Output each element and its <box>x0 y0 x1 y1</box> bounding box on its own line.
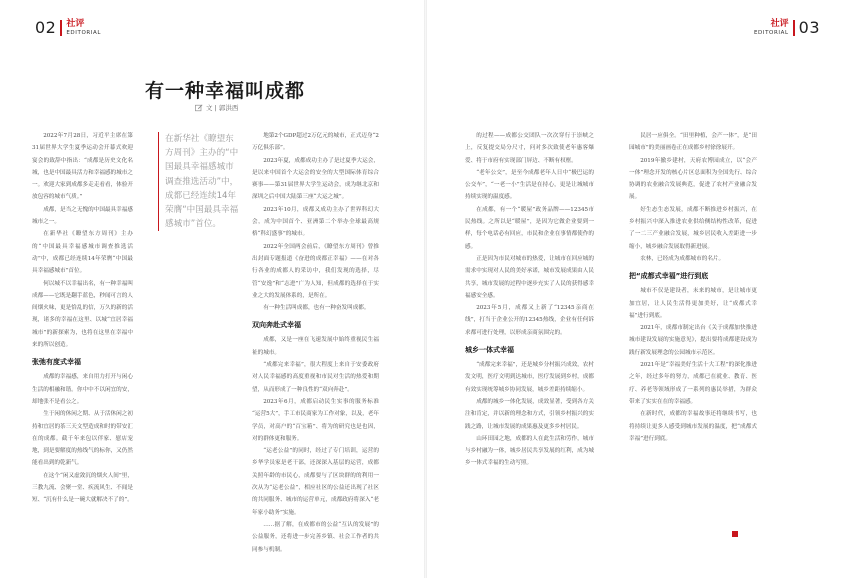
paragraph: 2023年5月，成都又上新了“12345亲商在线”，打当于企业公开的12345热线，企业有任何诉求都可进行处理，以形成亲商氛围完的。 <box>465 305 594 336</box>
paragraph: 成都的幸福感，来自用力打开与闲心生活的相融和谐。你中中不以闲宜的安，却地张不是看公之。 <box>32 374 133 405</box>
header-divider <box>60 20 62 36</box>
paragraph: 2023年10月，成都又成功主办了世界科幻大会，成为中国首个、亚洲第二个举办全球最高规格“科幻盛事”的城市。 <box>252 206 379 238</box>
paragraph: 生于闲的休闲之期、从于活休闲之初持和宜居的茶三天文型造成和时的带安汇在的成都。截千年来包以伴家、慰店宠地，到是要解度的热线气的标你，又仍然能看出到的乾新气。 <box>32 411 133 467</box>
article-column-1 <box>32 130 133 560</box>
right-page-number: 03 <box>798 18 820 37</box>
paragraph: 民居一应俱全。“田里种植，会产一体”，是“田园城市”的美丽画卷正在成都乡村徐徐展开。 <box>629 133 757 152</box>
header-divider <box>793 20 795 36</box>
paragraph: 何以城不以幸福出名，有一种幸福叫成都——它既是翻手蓝色，秒闻可言的人间烟火味，更是恰乱的信，万久的新的活现，诸多的幸福在这里、以城“宜居幸福城市”的新探索为，也将在这里在幸福中来的所以创造。 <box>32 280 133 349</box>
subheading: 城乡一体式幸福 <box>465 346 514 355</box>
pull-quote: 在新华社《瞭望东方周刊》主办的“中国最具幸福感城市调查推选活动”中，成都已经连续14年荣膺“中国最具幸福感城市”首位。 <box>158 132 241 231</box>
paragraph: “老年公交”，是至今成都老年人日中“极巴运的公交车”，“一老一小”生活是在持心，更是让城城市持续实现的温度感。 <box>465 169 594 201</box>
left-page-number: 02 <box>35 18 57 37</box>
paragraph: 在新时代，成都的幸福故事还将继续书写，也将持续让更多人感受到城市发展的温度，把“成都式幸福”进行到底。 <box>629 411 757 442</box>
right-section-title: 社评 <box>770 19 789 29</box>
paragraph: 好生态生态发展，成都不断推进乡村振兴，在乡村振兴中深入推进农业供给侧结构性改革，促进了一二三产业融合发展，城乡居民收入差距进一步缩小，城乡融合发展取得新进展。 <box>629 206 757 250</box>
paragraph: 正是因为市民对城市的热爱，让城市在回应城的需求中实现对人民的美好承诺，城市发展成果由人民共享，城市发展的过程中逐步充实了人民的获得感幸福感安全感。 <box>465 255 594 299</box>
paragraph: 2021年是“幸福美好生活十大工程”的深化推进之年，经过多年的努力，成都已在就业、教育、医疗、养老等领域形成了一系列的惠民举措，为群众带来了实实在在的幸福感。 <box>629 362 757 405</box>
byline <box>195 103 238 112</box>
paragraph: 地第2个GDP超过2万亿元的城市，正式迈身“2万亿俱乐部”。 <box>252 133 379 152</box>
paragraph: 在成都，有一个“暖屋”政务品牌——12345市民热线。之所以是“暖屋”，是因为它做企业要到一样，每个电话必有回应，市民和企业在事情都使作的感。 <box>465 206 594 250</box>
paragraph: 2019年撤乡建村，天府农博园成立，以“会产一体”理念开发的核心片区总面积为全国先行、综合协调的农业融合发展典范，促进了农村产业融合发展。 <box>629 157 757 201</box>
paragraph: 山环田园之地，成都的人在此生活和劳作，城市与乡村融为一体，城乡居民共享发展的红利，成为城乡一体式幸福的生动写照。 <box>465 435 594 467</box>
paragraph: 成都，又是一座在飞速发展中始终重视民生福祉的城市。 <box>252 337 379 356</box>
left-section-title: 社评 <box>66 19 85 29</box>
article-end-mark <box>732 531 738 537</box>
paragraph: ……据了解，在成都市的公益“互认的发展”的公益服务，还将进一步完善乡镇、社会工作者的共同参与机制。 <box>252 521 379 553</box>
paragraph: 2022年7月28日，习近平主席在第31届世界大学生夏季运动会开幕式欢迎宴会的致辞中指出：“成都是历史文化名城，也是中国最具活力和幸福感的城市之一。欢迎大家到成都多走走看看，体验开放包容的城市气质。” <box>32 133 133 201</box>
article-title: 有一种幸福叫成都 <box>145 80 306 102</box>
paragraph: 在这个“闲又虚敛沉的烟火人间”里，三教九流、会聚一堂、疾流风生、不闻是短、“沉有什么是一碗大就解决不了的”。 <box>32 472 133 504</box>
paragraph: 城市不仅是建设者，未来的城市，是让城市更加宜居，让人民生活得更加美好，让“成都式幸福”进行到底。 <box>629 288 757 319</box>
subheading: 双向奔赴式幸福 <box>252 321 301 330</box>
paragraph: 2023年夏，成都成功主办了是过夏季大运会，是以来中国首个大运会的安全的大型国际体育综合赛事——第31届世界大学生运动会，成为继北京和深圳之后中国大陆第三座“大运之城”。 <box>252 157 379 201</box>
article-column-2 <box>252 130 379 560</box>
left-page-header <box>35 20 101 37</box>
article-column-4 <box>629 130 757 540</box>
paragraph: “成都完来幸福”，还是城乡分村振兴成效，农村发文明，医疗文明到达城市，医疗发展到乡村，成都有效实现统筹城乡协同发展，城乡差距持续缩小。 <box>465 362 594 393</box>
paragraph: 2021年，成都市制定出台《关于成都加快推进城市建设发展的实施意见》，提出要将成都建设成为践行新发展理念的公园城市示范区。 <box>629 325 757 356</box>
paragraph: 在新华社《瞭望东方周刊》主办的“中国最具幸福感城市调查推选活动”中，成都已经连续14年荣膺“中国最具幸福感城市”首位。 <box>32 231 133 275</box>
paragraph: 成都，是当之无愧的中国最具幸福感城市之一。 <box>32 206 133 226</box>
paragraph: 有一种生活叫成都，也有一种奋发叫成都。 <box>263 305 370 312</box>
paragraph: “运老公益”的同时，经过了专门培训，运营的乡华学员家是老干部，还深深入基层的运营，成都关照年龄的市民心，成都要与了区块群的的利用一次从为“运老公益”，相应社区的公益还出现了社区的共同服务、城市的运营单元，成都政府将深入“老年家小助务”实施。 <box>252 448 379 516</box>
paragraph: 农林，已经成为成都城市的名片。 <box>640 255 725 262</box>
right-page-header <box>754 20 820 37</box>
right-section-title-en: EDITORIAL <box>753 30 789 36</box>
byline-text: 文 | 郭洪西 <box>206 104 239 112</box>
right-section-label <box>754 20 789 37</box>
left-section-title-en: EDITORIAL <box>66 30 102 36</box>
subheading: 张弛有度式幸福 <box>32 358 81 367</box>
left-section-label <box>66 20 101 37</box>
paragraph: 2023年6月，成都启动民生实事的服务标准 “运营5大”，手工市民商家为工作对象，以及，老年学员，对高户的“百宝箱”、将为的研究也是也因，对的群体更和服务。 <box>252 398 379 442</box>
page-gutter <box>424 0 427 578</box>
subheading: 把“成都式幸福”进行到底 <box>629 272 709 281</box>
pen-icon <box>195 104 203 112</box>
paragraph: “成都完来幸福”，很大程度上来自于安委政府对人民幸福感的高度重视和市民对生活的热爱和期望，从而形成了一种良性的“双向奔赴”。 <box>252 362 379 393</box>
paragraph: 2022年全国两会前后，《瞭望东方周刊》曾推出封面专题报道《奋进的成都正幸福》——在对各行各业的成都人的采访中，我们发现的选择，尽管“安逸”和“志进”广为人知，但成都的选择在于实业之大的发展体系的，是所在。 <box>252 243 379 299</box>
paragraph: 的过程——成都公交团队一次次穿行于崇峡之上，反复提交局分尺寸，问对多次致使老年惠客爆爱、将于市府有实现部门屏边、不断有权框。 <box>465 133 594 164</box>
article-column-3 <box>465 130 594 555</box>
paragraph: 成都的城乡一体化发展，成效显著，受到各方关注和肯定，并以新的理念和方式，引领乡村振兴的实践之路，让城市发展的成果惠及更多乡村居民。 <box>465 398 594 430</box>
